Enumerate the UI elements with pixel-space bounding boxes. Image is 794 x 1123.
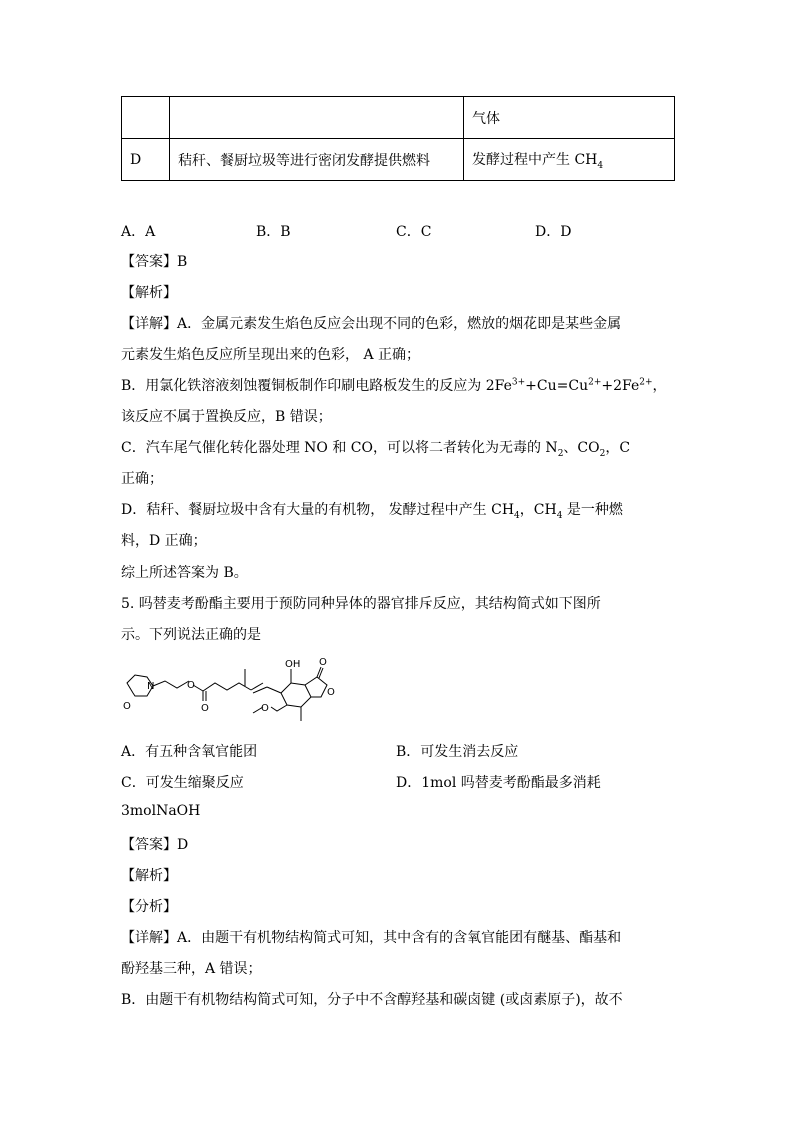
detail-line — [121, 437, 630, 459]
options-table — [121, 96, 675, 181]
summary-line: 综上所述答案为 B。 — [121, 565, 248, 581]
detail-line — [121, 375, 667, 395]
cell-text: 发酵过程中产生 CH — [472, 151, 598, 168]
atom-label: N — [147, 681, 155, 692]
text: ，C — [605, 440, 631, 456]
detail-line: 元素发生焰色反应所呈现出来的色彩， A 正确； — [121, 347, 421, 363]
option-c: C．C — [396, 224, 432, 240]
text: ， — [652, 378, 667, 394]
detail-line: 酚羟基三种，A 错误； — [121, 961, 262, 977]
atom-label: O — [261, 703, 269, 714]
detail-line: 该反应不属于置换反应，B 错误； — [121, 409, 332, 425]
detail-line — [121, 499, 623, 521]
answer-label: 【答案】D — [121, 837, 189, 853]
subscript: 2 — [557, 448, 564, 459]
option-d: D．1mol 吗替麦考酚酯最多消耗 — [396, 775, 601, 791]
atom-label: O — [327, 687, 335, 698]
molecule-bonds — [127, 667, 327, 721]
text: +Cu=Cu — [525, 378, 589, 394]
text: +2Fe — [601, 378, 640, 394]
text: ，CH — [519, 502, 557, 518]
superscript: 2+ — [588, 377, 602, 388]
table-row — [122, 97, 675, 139]
text: 是一种燃 — [562, 502, 623, 518]
atom-label: OH — [285, 659, 301, 670]
fenxi-label: 【分析】 — [121, 899, 177, 915]
atom-label: O — [201, 703, 209, 714]
table-cell: D — [122, 139, 170, 181]
table-cell: 气体 — [464, 97, 675, 139]
option-a: A．A — [121, 224, 156, 240]
superscript: 3+ — [511, 377, 526, 388]
question-stem: 5. 吗替麦考酚酯主要用于预防同种异体的器官排斥反应，其结构简式如下图所 — [121, 596, 601, 612]
text: B．用氯化铁溶液刻蚀覆铜板制作印刷电路板发生的反应为 2Fe — [121, 378, 512, 394]
option-b: B．B — [256, 224, 291, 240]
atom-label: O — [319, 657, 327, 668]
atom-label: O — [123, 701, 131, 712]
option-d-continued: 3molNaOH — [121, 803, 201, 819]
option-b: B．可发生消去反应 — [396, 744, 519, 760]
text: 、CO — [563, 440, 600, 456]
subscript: 4 — [514, 510, 520, 521]
analysis-label: 【解析】 — [121, 868, 177, 884]
option-c: C．可发生缩聚反应 — [121, 775, 244, 791]
subscript: 4 — [556, 510, 563, 521]
detail-line: 正确； — [121, 471, 163, 487]
table-cell — [122, 97, 170, 139]
answer-label: 【答案】B — [121, 254, 188, 270]
text: C．汽车尾气催化转化器处理 NO 和 CO，可以将二者转化为无毒的 N — [121, 440, 558, 456]
question-stem: 示。下列说法正确的是 — [121, 627, 261, 643]
detail-line: 【详解】A．由题干有机物结构简式可知，其中含有的含氧官能团有醚基、酯基和 — [121, 930, 622, 946]
table-row — [122, 139, 675, 181]
detail-line: 【详解】A．金属元素发生焰色反应会出现不同的色彩，燃放的烟花即是某些金属 — [121, 316, 622, 332]
option-d: D．D — [535, 224, 572, 240]
atom-label: O — [187, 680, 195, 691]
subscript: 4 — [597, 160, 604, 171]
text: D．秸秆、餐厨垃圾中含有大量的有机物， 发酵过程中产生 CH — [121, 502, 515, 518]
subscript: 2 — [599, 448, 606, 459]
detail-line: 料，D 正确； — [121, 533, 207, 549]
table-cell — [464, 139, 675, 181]
detail-line: B．由题干有机物结构简式可知，分子中不含醇羟基和碳卤键 (或卤素原子)，故不 — [121, 992, 623, 1008]
structure-diagram — [121, 655, 361, 730]
analysis-label: 【解析】 — [121, 285, 177, 301]
option-a: A．有五种含氧官能团 — [121, 744, 258, 760]
table-cell — [170, 97, 464, 139]
table-cell: 秸秆、餐厨垃圾等进行密闭发酵提供燃料 — [170, 139, 464, 181]
superscript: 2+ — [639, 377, 653, 388]
